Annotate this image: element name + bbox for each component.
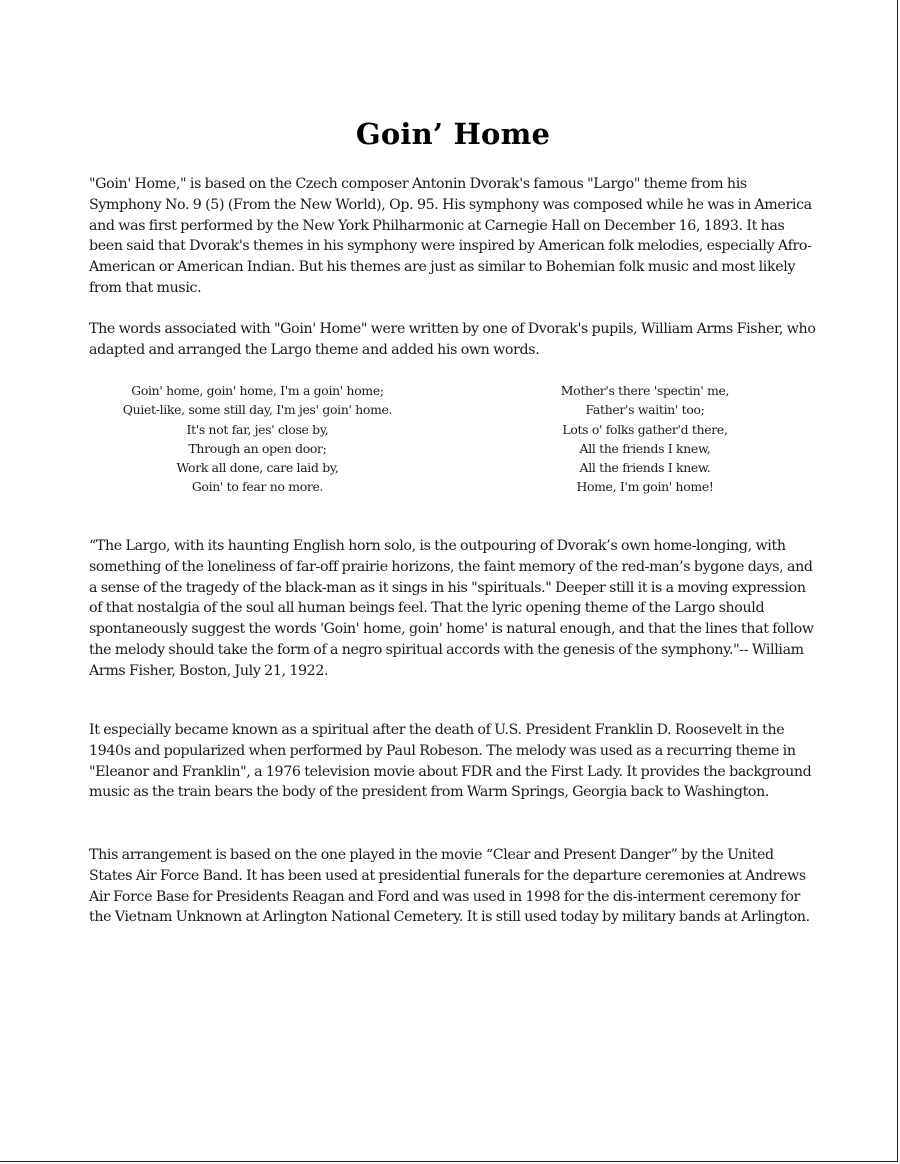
fisher-quote-paragraph: “The Largo, with its haunting English horn solo, is the outpouring of Dvorak’s own home-longing, with something of the loneliness of far-off prairie horizons, the faint memory of the red-man’s bygone days, and a sense of the tragedy of the black-man as it sings in his "spirituals." Deeper still it is a moving expression of that nostalgia of the soul all human beings feel. That the lyric opening theme of the Largo should spontaneously suggest the words 'Goin' home, goin' home' is natural enough, and that the lines that follow the melody should take the form of a negro spiritual accords with the genesis of the symphony."-- William Arms Fisher, Boston, July 21, 1922. <box>89 538 814 679</box>
arrangement-paragraph: This arrangement is based on the one played in the movie “Clear and Present Danger” by the United States Air Force Band. It has been used at presidential funerals for the departure ceremonies at Andrews Air Force Base for Presidents Reagan and Ford and was used in 1998 for the dis-interment ceremony for the Vietnam Unknown at Arlington National Cemetery. It is still used today by military bands at Arlington. <box>89 847 810 926</box>
verse-left <box>95 381 420 497</box>
verse-line: Mother's there 'spectin' me, <box>560 383 730 398</box>
verse-line: It's not far, jes' close by, <box>186 421 329 437</box>
verse-line: Goin' to fear no more. <box>191 479 324 495</box>
verse-line: Quiet-like, some still day, I'm jes' goin' home. <box>122 402 393 418</box>
lyrics-origin-paragraph: The words associated with "Goin' Home" were written by one of Dvorak's pupils, William Arms Fisher, who adapted and arranged the Largo theme and added his own words. <box>89 321 816 358</box>
verse-line: Goin' home, goin' home, I'm a goin' home; <box>131 383 384 398</box>
verse-line: All the friends I knew, <box>579 440 711 456</box>
verse-line: Through an open door; <box>188 440 327 456</box>
verse-line: Lots o' folks gather'd there, <box>562 421 728 437</box>
verse-right <box>480 381 810 497</box>
intro-paragraph: "Goin' Home," is based on the Czech composer Antonin Dvorak's famous "Largo" theme from his Symphony No. 9 (5) (From the New World), Op. 95. His symphony was composed while he was in America and was first performed by the New York Philharmonic at Carnegie Hall on December 16, 1893. It has been said that Dvorak's themes in his symphony were inspired by American folk melodies, especially Afro-American or American Indian. But his themes are just as similar to Bohemian folk music and most likely from that music. <box>89 176 812 296</box>
verse-line: All the friends I knew. <box>579 460 711 476</box>
verse-line: Work all done, care laid by, <box>176 460 339 476</box>
spiritual-history-paragraph: It especially became known as a spiritual after the death of U.S. President Franklin D. Roosevelt in the 1940s and popularized when performed by Paul Robeson. The melody was used as a recurring theme in "Eleanor and Franklin", a 1976 television movie about FDR and the First Lady. It provides the background music as the train bears the body of the president from Warm Springs, Georgia back to Washington. <box>89 722 812 801</box>
verse-line: Father's waitin' too; <box>585 402 705 418</box>
page-title: Goin’ Home <box>355 117 551 151</box>
verse-line: Home, I'm goin' home! <box>576 479 714 495</box>
